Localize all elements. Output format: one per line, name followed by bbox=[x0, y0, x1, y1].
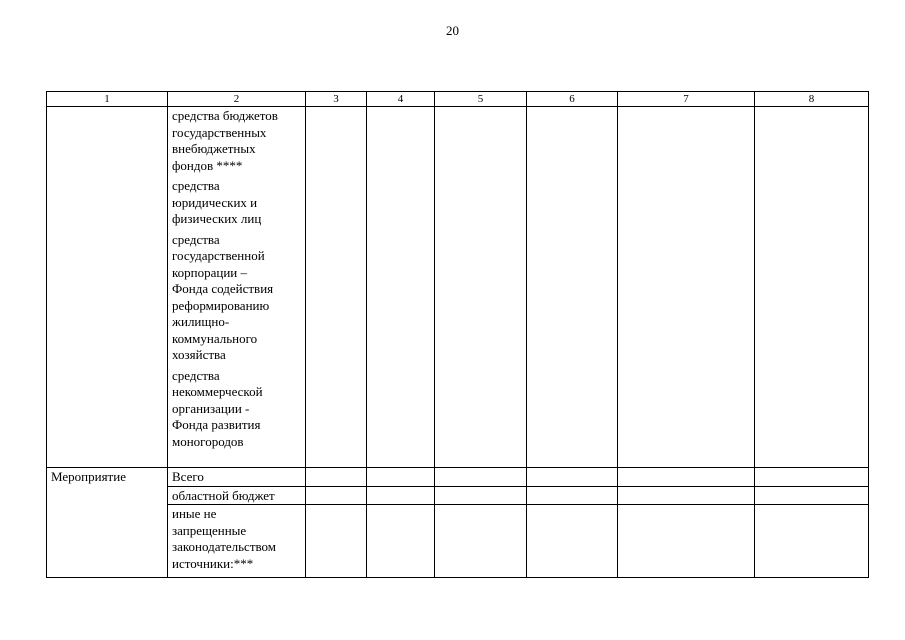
text-line: хозяйства bbox=[172, 347, 226, 362]
text-line: Фонда содействия bbox=[172, 281, 274, 296]
cell-empty bbox=[618, 505, 755, 578]
table-row bbox=[47, 468, 869, 487]
text-line: средства bbox=[172, 231, 220, 247]
budget-table bbox=[46, 91, 869, 578]
cell-empty bbox=[527, 486, 618, 505]
text-line: корпорации – bbox=[172, 264, 248, 280]
header-col-1: 1 bbox=[47, 92, 168, 107]
table-row bbox=[47, 107, 869, 468]
text-line: средства bbox=[172, 178, 220, 193]
text-line: источники:*** bbox=[172, 555, 254, 571]
source-housing-fund bbox=[172, 232, 302, 364]
cell-empty bbox=[306, 107, 367, 468]
text-line: средства bbox=[172, 367, 220, 383]
measure-label: Мероприятие bbox=[51, 469, 126, 484]
cell-empty bbox=[755, 107, 869, 468]
text-line: реформированию bbox=[172, 297, 270, 313]
text-line: внебюджетных bbox=[172, 141, 256, 156]
header-col-6: 6 bbox=[527, 92, 618, 107]
other-sources-cell bbox=[168, 505, 306, 578]
text-line: моногородов bbox=[172, 433, 244, 449]
cell-empty bbox=[306, 505, 367, 578]
regional-budget-label: областной бюджет bbox=[172, 487, 275, 503]
cell-empty bbox=[755, 486, 869, 505]
cell-empty bbox=[367, 107, 435, 468]
text-line: Фонда развития bbox=[172, 417, 261, 432]
cell-empty bbox=[527, 505, 618, 578]
cell-empty bbox=[618, 107, 755, 468]
cell-empty bbox=[367, 486, 435, 505]
cell-empty bbox=[618, 468, 755, 487]
cell-empty bbox=[306, 486, 367, 505]
text-line: юридических и bbox=[172, 194, 258, 210]
cell-empty bbox=[367, 505, 435, 578]
header-col-4: 4 bbox=[367, 92, 435, 107]
cell-empty bbox=[527, 107, 618, 468]
cell-empty bbox=[435, 468, 527, 487]
text-line: государственных bbox=[172, 124, 267, 140]
cell-empty bbox=[755, 505, 869, 578]
source-extrabudgetary-funds bbox=[172, 108, 302, 174]
cell-empty bbox=[755, 468, 869, 487]
funding-sources-cell bbox=[168, 107, 306, 468]
source-legal-entities bbox=[172, 178, 302, 228]
cell-empty bbox=[367, 468, 435, 487]
header-col-8: 8 bbox=[755, 92, 869, 107]
cell-empty bbox=[527, 468, 618, 487]
cell-empty bbox=[435, 505, 527, 578]
source-monotown-fund bbox=[172, 368, 302, 451]
text-line: жилищно- bbox=[172, 314, 230, 329]
text-line: государственной bbox=[172, 248, 265, 263]
text-line: иные не bbox=[172, 506, 217, 521]
cell-empty bbox=[47, 107, 168, 468]
header-col-2: 2 bbox=[168, 92, 306, 107]
cell-empty bbox=[435, 107, 527, 468]
header-row bbox=[47, 92, 869, 107]
measure-cell bbox=[47, 468, 168, 578]
text-line: физических лиц bbox=[172, 211, 262, 226]
text-line: фондов **** bbox=[172, 157, 243, 173]
header-col-3: 3 bbox=[306, 92, 367, 107]
text-line: запрещенные bbox=[172, 522, 247, 538]
table-row bbox=[47, 505, 869, 578]
text-line: организации - bbox=[172, 400, 250, 416]
text-line: законодательством bbox=[172, 539, 277, 554]
table-row bbox=[47, 486, 869, 505]
header-col-7: 7 bbox=[618, 92, 755, 107]
cell-empty bbox=[306, 468, 367, 487]
text-line: коммунального bbox=[172, 330, 258, 346]
total-cell bbox=[168, 468, 306, 487]
page-number: 20 bbox=[446, 23, 459, 38]
header-col-5: 5 bbox=[435, 92, 527, 107]
text-line: средства бюджетов bbox=[172, 108, 278, 123]
cell-empty bbox=[618, 486, 755, 505]
total-label: Всего bbox=[172, 469, 204, 484]
regional-budget-cell bbox=[168, 486, 306, 505]
text-line: некоммерческой bbox=[172, 384, 263, 399]
cell-empty bbox=[435, 486, 527, 505]
